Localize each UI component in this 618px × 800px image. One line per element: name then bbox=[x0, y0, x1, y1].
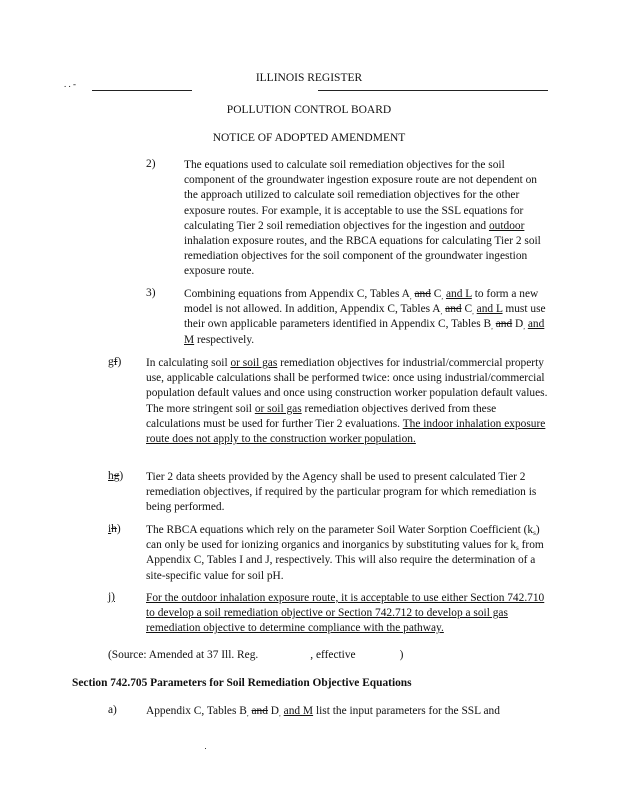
para-g-text: In calculating soil or soil gas remediation objectives for industrial/commercial property use, applicable calculations shall be performed twice: once using industrial/commercial population default values and once using construction worker population default values. The more stringent soil or soil gas remediation objectives derived from these calculations must be used for further Tier 2 evaluations. The indoor inhalation exposure route does not apply to the construction worker population. bbox=[146, 357, 548, 446]
header-rule-left bbox=[92, 90, 192, 91]
header-rule-right bbox=[318, 90, 548, 91]
source-note: (Source: Amended at 37 Ill. Reg. , effective ) bbox=[108, 649, 404, 661]
para-h-text: Tier 2 data sheets provided by the Agency shall be used to present calculated Tier 2 remediation objectives, if required by the particular program for which remediation is being performed. bbox=[146, 471, 537, 514]
item-2-text-1: The equations used to calculate soil remediation objectives for the soil component of the groundwater ingestion exposure route are not dependent on the approach utilized to calculate soil remediation objectives for the other exposure routes. For example, it is acceptable to use the SSL equations for calculating Tier 2 soil remediation objectives for the ingestion and bbox=[184, 159, 538, 232]
para-j-text: For the outdoor inhalation exposure route, it is acceptable to use either Section 742.710 to develop a soil remediation objective or Section 742.712 to develop a soil gas remediation objective to determine compliance with the pathway. bbox=[146, 592, 545, 635]
section-a-number: a) bbox=[108, 704, 117, 716]
item-2-text-2: inhalation exposure routes, and the RBCA equations for calculating Tier 2 soil remediation objectives for the soil component of the groundwater ingestion exposure route. bbox=[184, 235, 541, 278]
scan-speck bbox=[205, 748, 206, 749]
board-title: POLLUTION CONTROL BOARD bbox=[226, 104, 392, 116]
item-2-outdoor: outdoor bbox=[488, 219, 525, 232]
section-a-text: Appendix C, Tables $B_,$ and $D_,$ and M list the input parameters for the SSL and bbox=[146, 705, 500, 718]
section-heading: Section 742.705 Parameters for Soil Remediation Objective Equations bbox=[72, 677, 412, 689]
para-h-number: hg) bbox=[108, 470, 124, 482]
item-2-text bbox=[184, 158, 550, 280]
para-g-number: gf) bbox=[108, 356, 122, 368]
notice-title: NOTICE OF ADOPTED AMENDMENT bbox=[212, 132, 406, 144]
para-i-text: The RBCA equations which rely on the parameter Soil Water Sorption Coefficient $(k_s)$ can only be used for ionizing organics and inorganics by substituting values for $k_s$ from Appendix C, Tables I and J, respectively. This will also require the determination of a site-specific value for soil pH. bbox=[146, 524, 544, 582]
item-3-text: Combining equations from Appendix C, Tables $A_,$ and $C_,$ and L to form a new model is not allowed. In addition, Appendix C, Tables $A_,$ and $C_,$ and L must use their own applicable parameters identified in Appendix C, Tables $B_,$ and $D_,$ and M respectively. bbox=[184, 288, 546, 346]
margin-mark: . . - bbox=[64, 79, 76, 89]
register-title: ILLINOIS REGISTER bbox=[255, 72, 363, 84]
item-3-number: 3) bbox=[146, 287, 156, 299]
para-i-number: ih) bbox=[108, 523, 121, 535]
item-2-number: 2) bbox=[146, 158, 156, 170]
para-j-number: j) bbox=[108, 591, 115, 603]
